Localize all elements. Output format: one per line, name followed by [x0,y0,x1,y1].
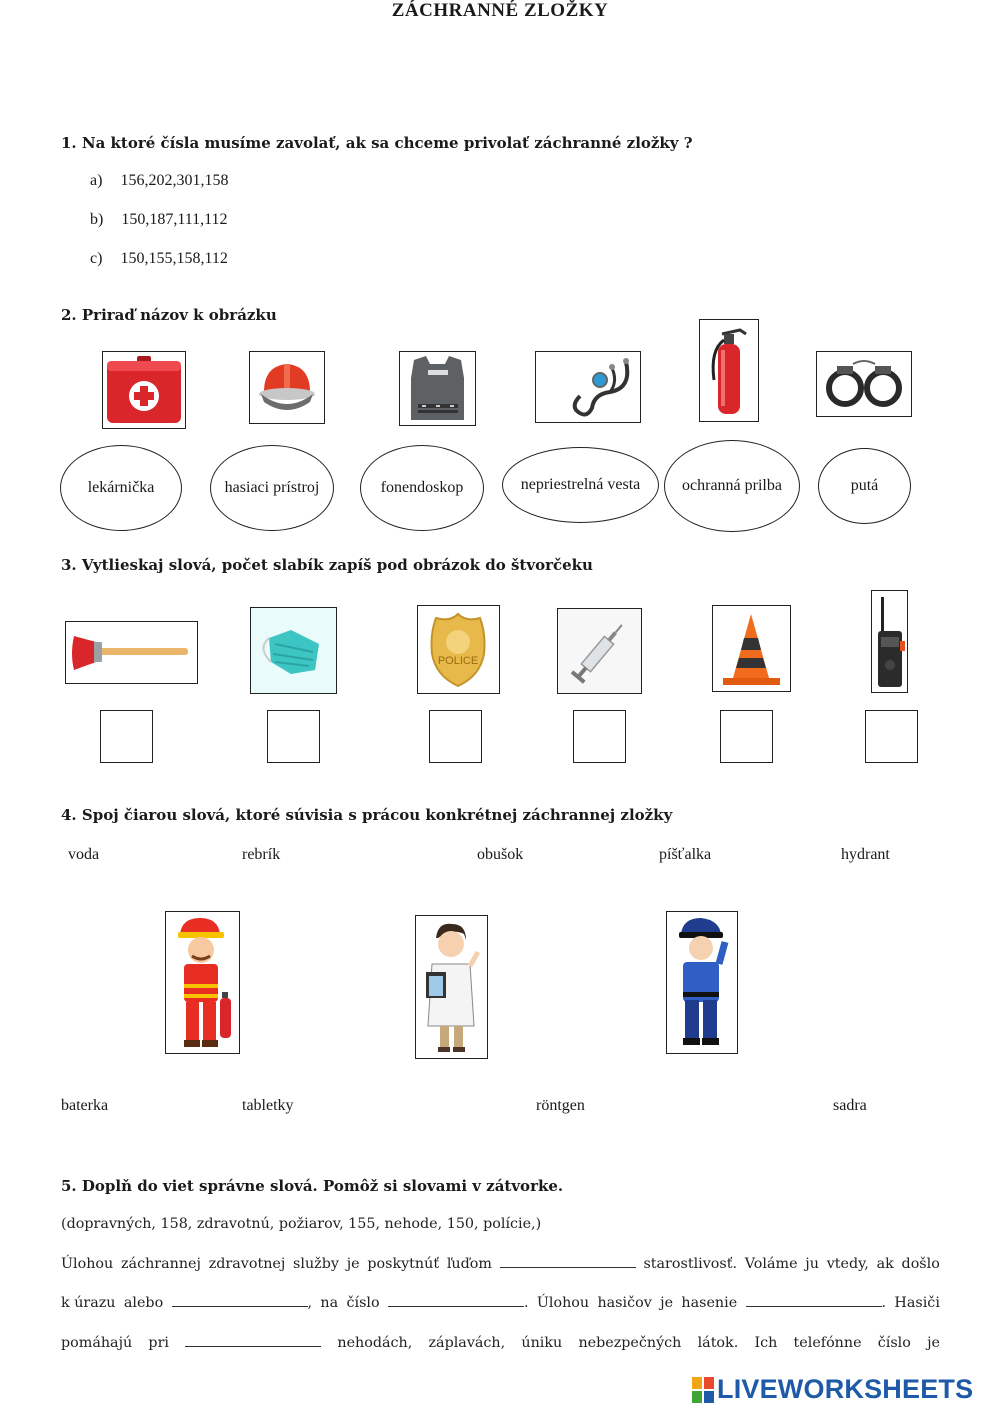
q3-heading: 3. Vytlieskaj slová, počet slabík zapíš pod obrázok do štvorčeku [61,556,593,574]
text: Ich [754,1335,778,1351]
liveworksheets-logo[interactable] [692,1374,973,1405]
q2-heading: 2. Priraď názov k obrázku [61,306,277,324]
text: . [881,1295,887,1311]
word-tabletky[interactable]: tabletky [242,1097,294,1114]
q1-option-c[interactable] [90,250,228,268]
axe-icon [66,622,197,683]
blank-field-1[interactable] [500,1267,636,1268]
q5-sentence-line-3 [61,1335,940,1351]
badge-text: POLICE [437,655,479,667]
stethoscope-icon [536,352,640,422]
text: nebezpečných [578,1335,682,1351]
text: ľuďom [446,1256,492,1272]
text: k úrazu [61,1295,116,1311]
word-hydrant[interactable]: hydrant [841,846,890,863]
vest-icon [400,352,475,425]
text: služby [293,1256,339,1272]
label-oval-stethoscope[interactable]: fonendoskop [360,445,484,531]
text: je [927,1335,940,1351]
text: poskytnúť [367,1256,440,1272]
option-text: 150,187,111,112 [121,211,228,228]
option-letter: b) [90,211,104,228]
label-oval-helmet[interactable]: ochranná prilba [664,440,800,532]
face-mask-icon [251,608,336,693]
blank-field-3[interactable] [388,1306,524,1307]
walkie-talkie-icon [872,591,907,692]
police-badge-image [417,605,500,694]
first-aid-kit-image [102,351,186,429]
label-oval-handcuffs[interactable]: putá [818,448,911,524]
policeman-image [666,911,738,1054]
q1-heading: 1. Na ktoré čísla musíme zavolať, ak sa chceme privolať záchranné zložky ? [61,134,693,152]
syllable-box-4[interactable] [573,710,626,763]
text: Voláme [744,1256,798,1272]
option-letter: c) [90,250,103,267]
bulletproof-vest-image [399,351,476,426]
text: Úlohou [61,1256,114,1272]
syllable-box-6[interactable] [865,710,918,763]
syllable-box-2[interactable] [267,710,320,763]
fire-helmet-icon [250,352,324,423]
handcuffs-image [816,351,912,417]
option-letter: a) [90,172,103,189]
text: číslo [346,1295,380,1311]
word-sadra[interactable]: sadra [833,1097,867,1114]
text: ju [805,1256,819,1272]
doctor-image [415,915,488,1059]
text: číslo [877,1335,911,1351]
word-baterka[interactable]: baterka [61,1097,109,1114]
q1-option-b[interactable] [90,211,228,229]
live-badge-icon [692,1377,714,1403]
fire-extinguisher-icon [700,320,758,421]
fire-helmet-image [249,351,325,424]
text: hasenie [681,1295,738,1311]
page-title: ZÁCHRANNÉ ZLOŽKY [391,0,609,21]
option-text: 150,155,158,112 [120,250,228,267]
text: látok. [697,1335,739,1351]
walkie-talkie-image [871,590,908,693]
text: Úlohou [536,1295,590,1311]
blank-field-2[interactable] [172,1306,308,1307]
q5-hint: (dopravných, 158, zdravotnú, požiarov, 155, nehode, 150, polície,) [61,1216,542,1232]
text: ak [876,1256,894,1272]
label-oval-fire-extinguisher[interactable]: hasiaci prístroj [210,445,334,531]
traffic-cone-image [712,605,791,692]
fire-extinguisher-image [699,319,759,422]
word-obusok[interactable]: obušok [477,846,524,863]
face-mask-image [250,607,337,694]
logo-text: LIVEWORKSHEETS [717,1374,974,1404]
syllable-box-3[interactable] [429,710,482,763]
text: záplavách, [428,1335,506,1351]
firefighter-image [165,911,240,1054]
q5-sentence-line-2 [61,1295,940,1311]
q5-sentence-line-1 [61,1256,940,1272]
q1-option-a[interactable] [90,172,228,190]
label-oval-first-aid-kit[interactable]: lekárnička [60,445,182,531]
policeman-icon [667,912,737,1053]
first-aid-kit-icon [103,352,185,428]
text: pri [148,1335,169,1351]
stethoscope-image [535,351,641,423]
q4-heading: 4. Spoj čiarou slová, ktoré súvisia s prácou konkrétnej záchrannej zložky [61,806,673,824]
option-text: 156,202,301,158 [120,172,229,189]
text: telefónne [793,1335,862,1351]
word-voda[interactable]: voda [68,846,100,863]
traffic-cone-icon [713,606,790,691]
text: záchrannej [121,1256,201,1272]
syringe-icon [558,609,641,693]
text: starostlivosť. [643,1256,738,1272]
text: na [320,1295,339,1311]
handcuffs-icon [817,352,911,416]
text: hasičov [597,1295,652,1311]
text: , [307,1295,313,1311]
firefighter-icon [166,912,239,1053]
word-pistalka[interactable]: píšťalka [659,846,712,863]
text: alebo [123,1295,164,1311]
police-badge-icon [418,606,499,693]
blank-field-5[interactable] [185,1346,321,1347]
blank-field-4[interactable] [746,1306,882,1307]
text: vtedy, [826,1256,869,1272]
text: úniku [521,1335,563,1351]
text: zdravotnej [208,1256,286,1272]
text: pomáhajú [61,1335,133,1351]
syllable-box-5[interactable] [720,710,773,763]
text: nehodách, [337,1335,413,1351]
word-rontgen[interactable]: röntgen [536,1097,585,1114]
label-oval-vest[interactable]: nepriestrelná vesta [502,447,659,523]
syllable-box-1[interactable] [100,710,153,763]
doctor-icon [416,916,487,1058]
syringe-image [557,608,642,694]
text: je [660,1295,674,1311]
text: je [346,1256,360,1272]
axe-image [65,621,198,684]
text: Hasiči [894,1295,940,1311]
q5-heading: 5. Doplň do viet správne slová. Pomôž si slovami v zátvorke. [61,1177,564,1195]
text: došlo [901,1256,940,1272]
word-rebrik[interactable]: rebrík [242,846,281,863]
text: . [523,1295,529,1311]
